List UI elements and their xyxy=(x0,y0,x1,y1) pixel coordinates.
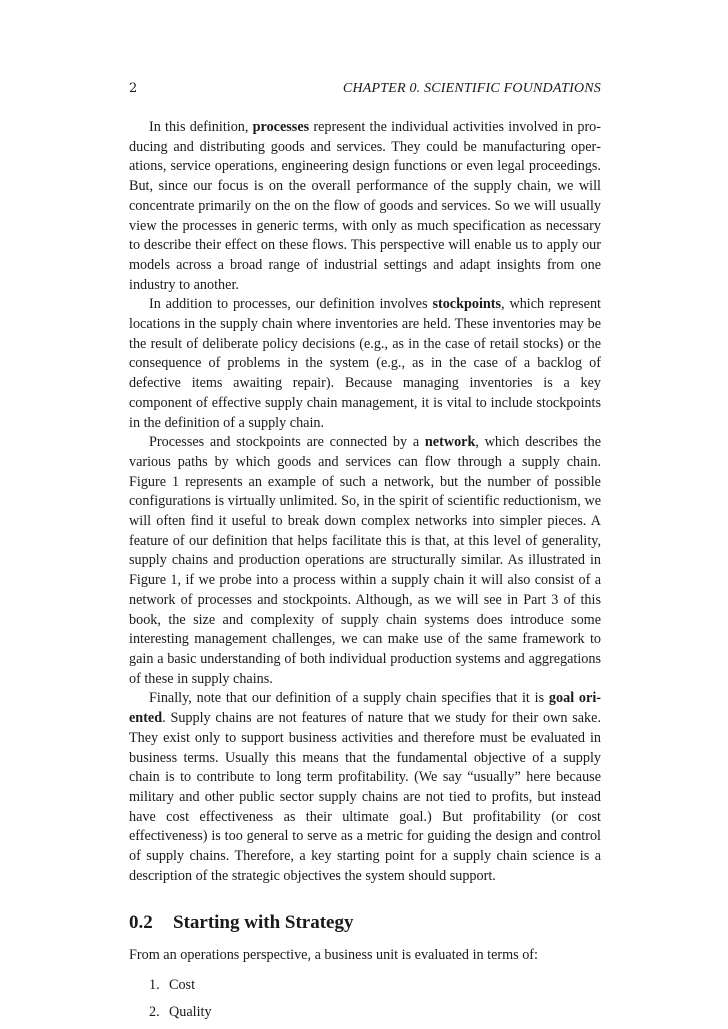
paragraph-text: represent the individual activities involved in producing and distributing goods and services. They could be manufacturing operations, service operations, engineering design functions or even legal proceedings. But, since our focus is on the overall performance of the supply chain, we will concentrate primarily on the on the flow of goods and services. So we will usually view the processes in generic terms, with only as much specification as necessary to describe their effect on these flows. This perspective will enable us to apply our models across a broad range of industrial settings and adapt insights from one industry to another. xyxy=(129,119,601,293)
list-item-label: Cost xyxy=(169,977,196,994)
section-title: Starting with Strategy xyxy=(173,912,354,934)
list-item xyxy=(149,1002,601,1022)
paragraph-text: In this definition, xyxy=(149,119,253,135)
list-item-number: 1. xyxy=(149,977,160,994)
paragraph-text: , which describes the various paths by which goods and services can flow through a supply chain. Figure 1 represents an example of such a network, but the number of possible configurations is virtually unlimited. So, in the spirit of scientific reductionism, we will often find it useful to break down complex networks into simpler pieces. A feature of our definition that helps facilitate this is that, at this level of generality, supply chains and production operations are structurally similar. As illustrated in Figure 1, if we probe into a process within a supply chain it will also consist of a network of processes and stockpoints. Although, as we will see in Part 3 of this book, the size and complexity of supply chain systems does introduce some interesting management challenges, we can make use of the same framework to gain a basic understanding of both individual production systems and aggregations of these in supply chains. xyxy=(129,434,601,687)
list-item-number: 2. xyxy=(149,1004,160,1021)
paragraph-text: . Supply chains are not features of nature that we study for their own sake. They exist only to support business activities and therefore must be evaluated in business terms. Usually this means that the fundamental objective of a supply chain is to contribute to long term profitability. (We say “usually” here because military and other public sector supply chains are not tied to profits, but instead have cost effectiveness as their ultimate goal.) But profitability (or cost effectiveness) is too general to serve as a metric for guiding the design and control of supply chains. Therefore, a key starting point for a supply chain science is a description of the strategic objectives the system should support. xyxy=(129,710,601,884)
term-goal-oriented: goal oriented xyxy=(129,690,601,727)
paragraph-goal-oriented xyxy=(129,689,601,886)
running-header xyxy=(129,78,601,100)
section-heading xyxy=(129,910,601,936)
paragraph-text: Processes and stockpoints are connected by a xyxy=(149,434,425,451)
paragraph-stockpoints xyxy=(129,295,601,433)
term-stockpoints: stockpoints xyxy=(432,296,502,313)
body-text xyxy=(129,118,601,886)
criteria-list xyxy=(129,975,601,1022)
paragraph-network xyxy=(129,433,601,689)
list-item-label: Quality xyxy=(169,1004,212,1021)
document-page xyxy=(129,78,601,1029)
section-intro: From an operations perspective, a business unit is evaluated in terms of: xyxy=(129,947,538,964)
list-item xyxy=(149,975,601,995)
paragraph-processes xyxy=(129,118,601,295)
chapter-title: CHAPTER 0. SCIENTIFIC FOUNDATIONS xyxy=(342,81,601,96)
paragraph-text: , which represent locations in the supply chain where inventories are held. These inventories may be the result of deliberate policy decisions (e.g., as in the case of retail stocks) or the consequence of problems in the system (e.g., as in the case of a backlog of defective items awaiting repair). Because managing inventories is a key component of effective supply chain management, it is vital to include stockpoints in the definition of a supply chain. xyxy=(129,296,601,431)
section-number: 0.2 xyxy=(129,912,153,934)
term-processes: processes xyxy=(252,119,310,135)
term-network: network xyxy=(424,434,476,451)
page-number: 2 xyxy=(129,81,138,96)
paragraph-text: In addition to processes, our definition involves xyxy=(149,296,433,313)
paragraph-text: Finally, note that our definition of a supply chain specifies that it is xyxy=(149,690,549,707)
